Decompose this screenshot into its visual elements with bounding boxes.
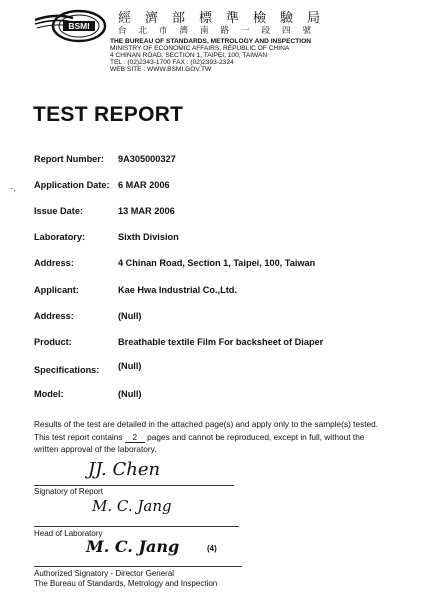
field-value: 6 MAR 2006 — [118, 180, 170, 190]
org-name-chinese: 經濟部標準檢驗局 — [118, 11, 335, 26]
authorized-signature: M. C. Jang — [86, 537, 180, 556]
field-value: (Null) — [118, 361, 142, 371]
field-value: Breathable textile Film For backsheet of Diaper — [118, 337, 324, 347]
authorized-organization: The Bureau of Standards, Metrology and Inspection — [34, 579, 218, 588]
signatory-signature: JJ. Chen — [88, 459, 161, 480]
signatory-caption: Signatory of Report — [34, 487, 103, 496]
page-count: 2 — [125, 433, 145, 443]
field-label: Product: — [34, 337, 72, 347]
field-label: Applicant: — [34, 285, 79, 295]
field-value: Kae Hwa Industrial Co.,Ltd. — [118, 285, 237, 295]
field-label: Laboratory: — [34, 232, 86, 242]
stray-mark: -, — [10, 183, 16, 193]
field-label: Specifications: — [34, 365, 100, 375]
address-chinese: 台北市濟南路一段四號 — [118, 26, 324, 36]
field-label: Application Date: — [34, 180, 110, 190]
field-label: Report Number: — [34, 154, 104, 164]
field-value: 13 MAR 2006 — [118, 206, 175, 216]
field-value: (Null) — [118, 389, 142, 399]
signature-line — [34, 485, 234, 486]
statement-line-2-start: This test report contains — [34, 431, 123, 442]
ministry-name: MINISTRY OF ECONOMIC AFFAIRS, REPUBLIC OF CHINA — [110, 45, 290, 52]
field-value: 9A305000327 — [118, 154, 176, 164]
statement-line-1: Results of the test are detailed in the attached page(s) and apply only to the sample(s) tested. — [34, 419, 379, 429]
test-statement — [34, 418, 424, 456]
field-value: 4 Chinan Road, Section 1, Taipei, 100, Taiwan — [118, 258, 316, 268]
statement-line-3: written approval of the laboratory. — [34, 444, 157, 454]
address-english: 4 CHINAN ROAD, SECTION 1, TAIPEI, 100, TAIWAN — [110, 52, 268, 59]
head-of-lab-caption: Head of Laboratory — [34, 529, 103, 538]
field-label: Issue Date: — [34, 206, 84, 216]
field-label: Model: — [34, 389, 64, 399]
field-label: Address: — [34, 311, 74, 321]
tel-fax: TEL : (02)2343-1700 FAX : (02)2393-2324 — [110, 59, 234, 66]
bsmi-logo — [33, 8, 107, 44]
footnote-marker: (4) — [207, 544, 217, 553]
report-title: TEST REPORT — [33, 103, 184, 126]
field-value: (Null) — [118, 311, 142, 321]
statement-line-2 — [34, 431, 424, 444]
head-signature: M. C. Jang — [92, 497, 172, 515]
org-name-english: THE BUREAU OF STANDARDS, METROLOGY AND INSPECTION — [110, 38, 311, 45]
logo-text: BSMI — [68, 21, 90, 32]
field-label: Address: — [34, 258, 74, 268]
signature-line — [34, 566, 242, 567]
website: WEB SITE : WWW.BSMI.GOV.TW — [110, 66, 212, 73]
authorized-caption: Authorized Signatory - Director General — [34, 569, 175, 578]
field-value: Sixth Division — [118, 232, 179, 242]
statement-line-2-end: pages and cannot be reproduced, except in full, without the — [147, 431, 365, 442]
signature-line — [34, 526, 239, 527]
